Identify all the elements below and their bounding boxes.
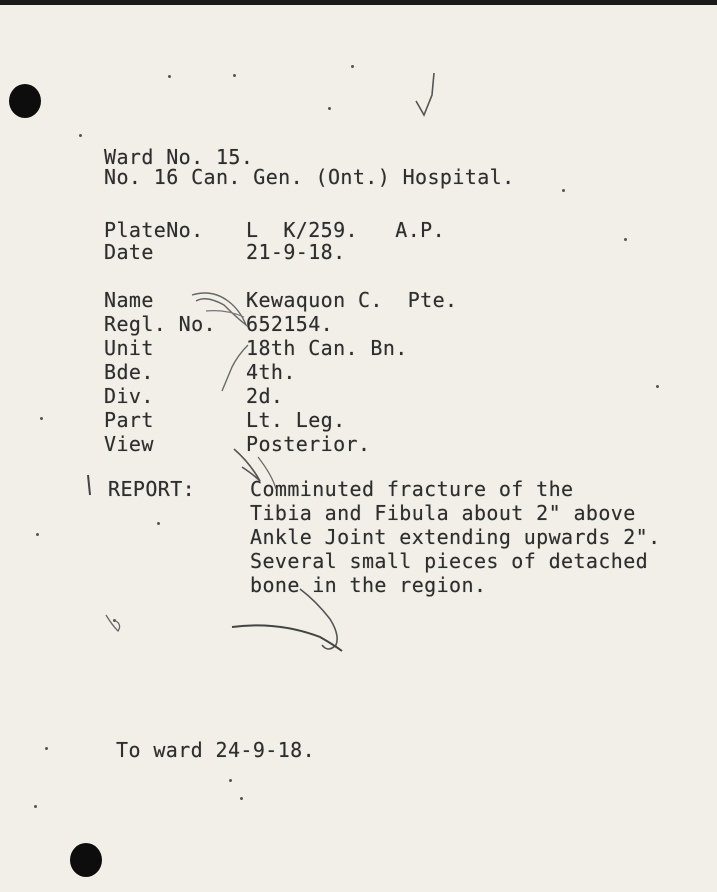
speck [79,134,82,137]
speck [229,779,232,782]
speck [233,74,236,77]
date-value: 21-9-18. [246,240,346,264]
report-line: bone in the region. [250,573,487,597]
part-label: Part [104,408,154,432]
name-label: Name [104,288,154,312]
speck [40,417,43,420]
regimental-number-value: 652154. [246,312,334,336]
pencil-hook [106,615,120,631]
margin-tick [88,475,90,495]
division-value: 2d. [246,384,284,408]
check-mark [416,73,434,115]
punch-hole-top [9,84,41,118]
unit-value: 18th Can. Bn. [246,336,408,360]
speck [624,238,627,241]
pencil-stroke [232,625,342,651]
view-value: Posterior. [246,432,371,456]
speck [351,65,354,68]
hospital-name: No. 16 Can. Gen. (Ont.) Hospital. [104,165,515,189]
punch-hole-bottom [70,843,102,877]
plate-value: L K/259. A.P. [246,218,446,242]
regimental-number-label: Regl. No. [104,312,216,336]
speck [328,107,331,110]
speck [34,805,37,808]
view-label: View [104,432,154,456]
speck [45,747,48,750]
brigade-value: 4th. [246,360,296,384]
speck [656,385,659,388]
report-line: Several small pieces of detached [250,549,649,573]
date-label: Date [104,240,154,264]
report-line: Ankle Joint extending upwards 2". [250,525,661,549]
division-label: Div. [104,384,154,408]
bracket-line [222,345,248,391]
speck [168,75,171,78]
speck [157,522,160,525]
ward-number: Ward No. 15. [104,145,254,169]
report-line: Tibia and Fibula about 2" above [250,501,636,525]
speck [36,533,39,536]
to-ward-date: To ward 24-9-18. [116,738,316,762]
plate-label: PlateNo. [104,218,204,242]
part-value: Lt. Leg. [246,408,346,432]
speck [562,189,565,192]
speck [113,619,116,622]
unit-label: Unit [104,336,154,360]
speck [240,797,243,800]
name-value: Kewaquon C. Pte. [246,288,458,312]
brigade-label: Bde. [104,360,154,384]
pencil-stroke [300,589,337,649]
report-label: REPORT: [108,477,196,501]
report-line: Comminuted fracture of the [250,477,574,501]
